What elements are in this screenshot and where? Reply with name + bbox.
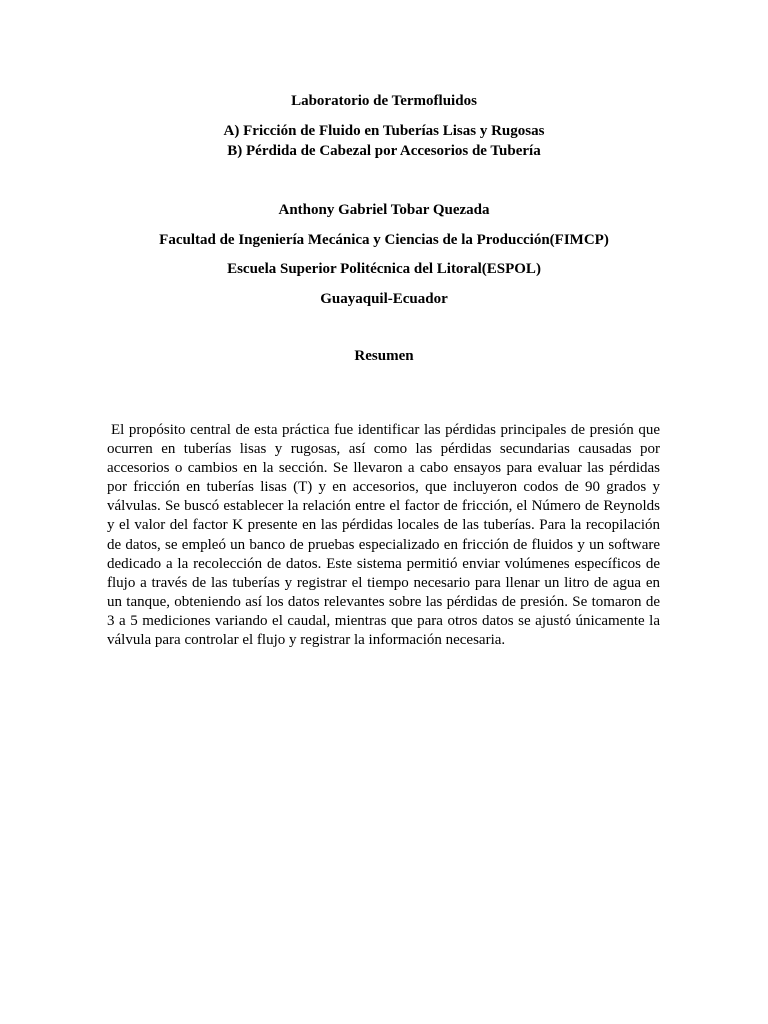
author-name: Anthony Gabriel Tobar Quezada [278,202,490,218]
subtitle-list [0,121,768,161]
faculty-name: Facultad de Ingeniería Mecánica y Ciencias de la Producción(FIMCP) [159,232,609,248]
lab-title: Laboratorio de Termofluidos [291,93,477,109]
subtitle-b: B) Pérdida de Cabezal por Accesorios de Tubería [227,143,541,159]
abstract-body [107,421,660,650]
school-name: Escuela Superior Politécnica del Litoral(ESPOL) [227,261,541,277]
subtitle-a: A) Fricción de Fluido en Tuberías Lisas y Rugosas [223,123,545,139]
abstract-paragraph: El propósito central de esta práctica fue identificar las pérdidas principales de presión que ocurren en tuberías lisas y rugosas, así como las pérdidas secundarias causadas por accesorios o cambios en la sección. Se llevaron a cabo ensayos para evaluar las pérdidas por fricción en tuberías lisas (T) y en accesorios, que incluyeron codos de 90 grados y válvulas. Se buscó establecer la relación entre el factor de fricción, el Número de Reynolds y el valor del factor K presente en las pérdidas locales de las tuberías. Para la recopilación de datos, se empleó un banco de pruebas especializado en fricción de fluidos y un software dedicado a la recolección de datos. Este sistema permitió enviar volúmenes específicos de flujo a través de las tuberías y registrar el tiempo necesario para llenar un litro de agua en un tanque, obteniendo así los datos relevantes sobre las pérdidas de presión. Se tomaron de 3 a 5 mediciones variando el caudal, mientras que para otros datos se ajustó únicamente la válvula para controlar el flujo y registrar la información necesaria. [107,422,660,649]
location: Guayaquil-Ecuador [320,291,448,307]
abstract-heading: Resumen [354,348,414,364]
